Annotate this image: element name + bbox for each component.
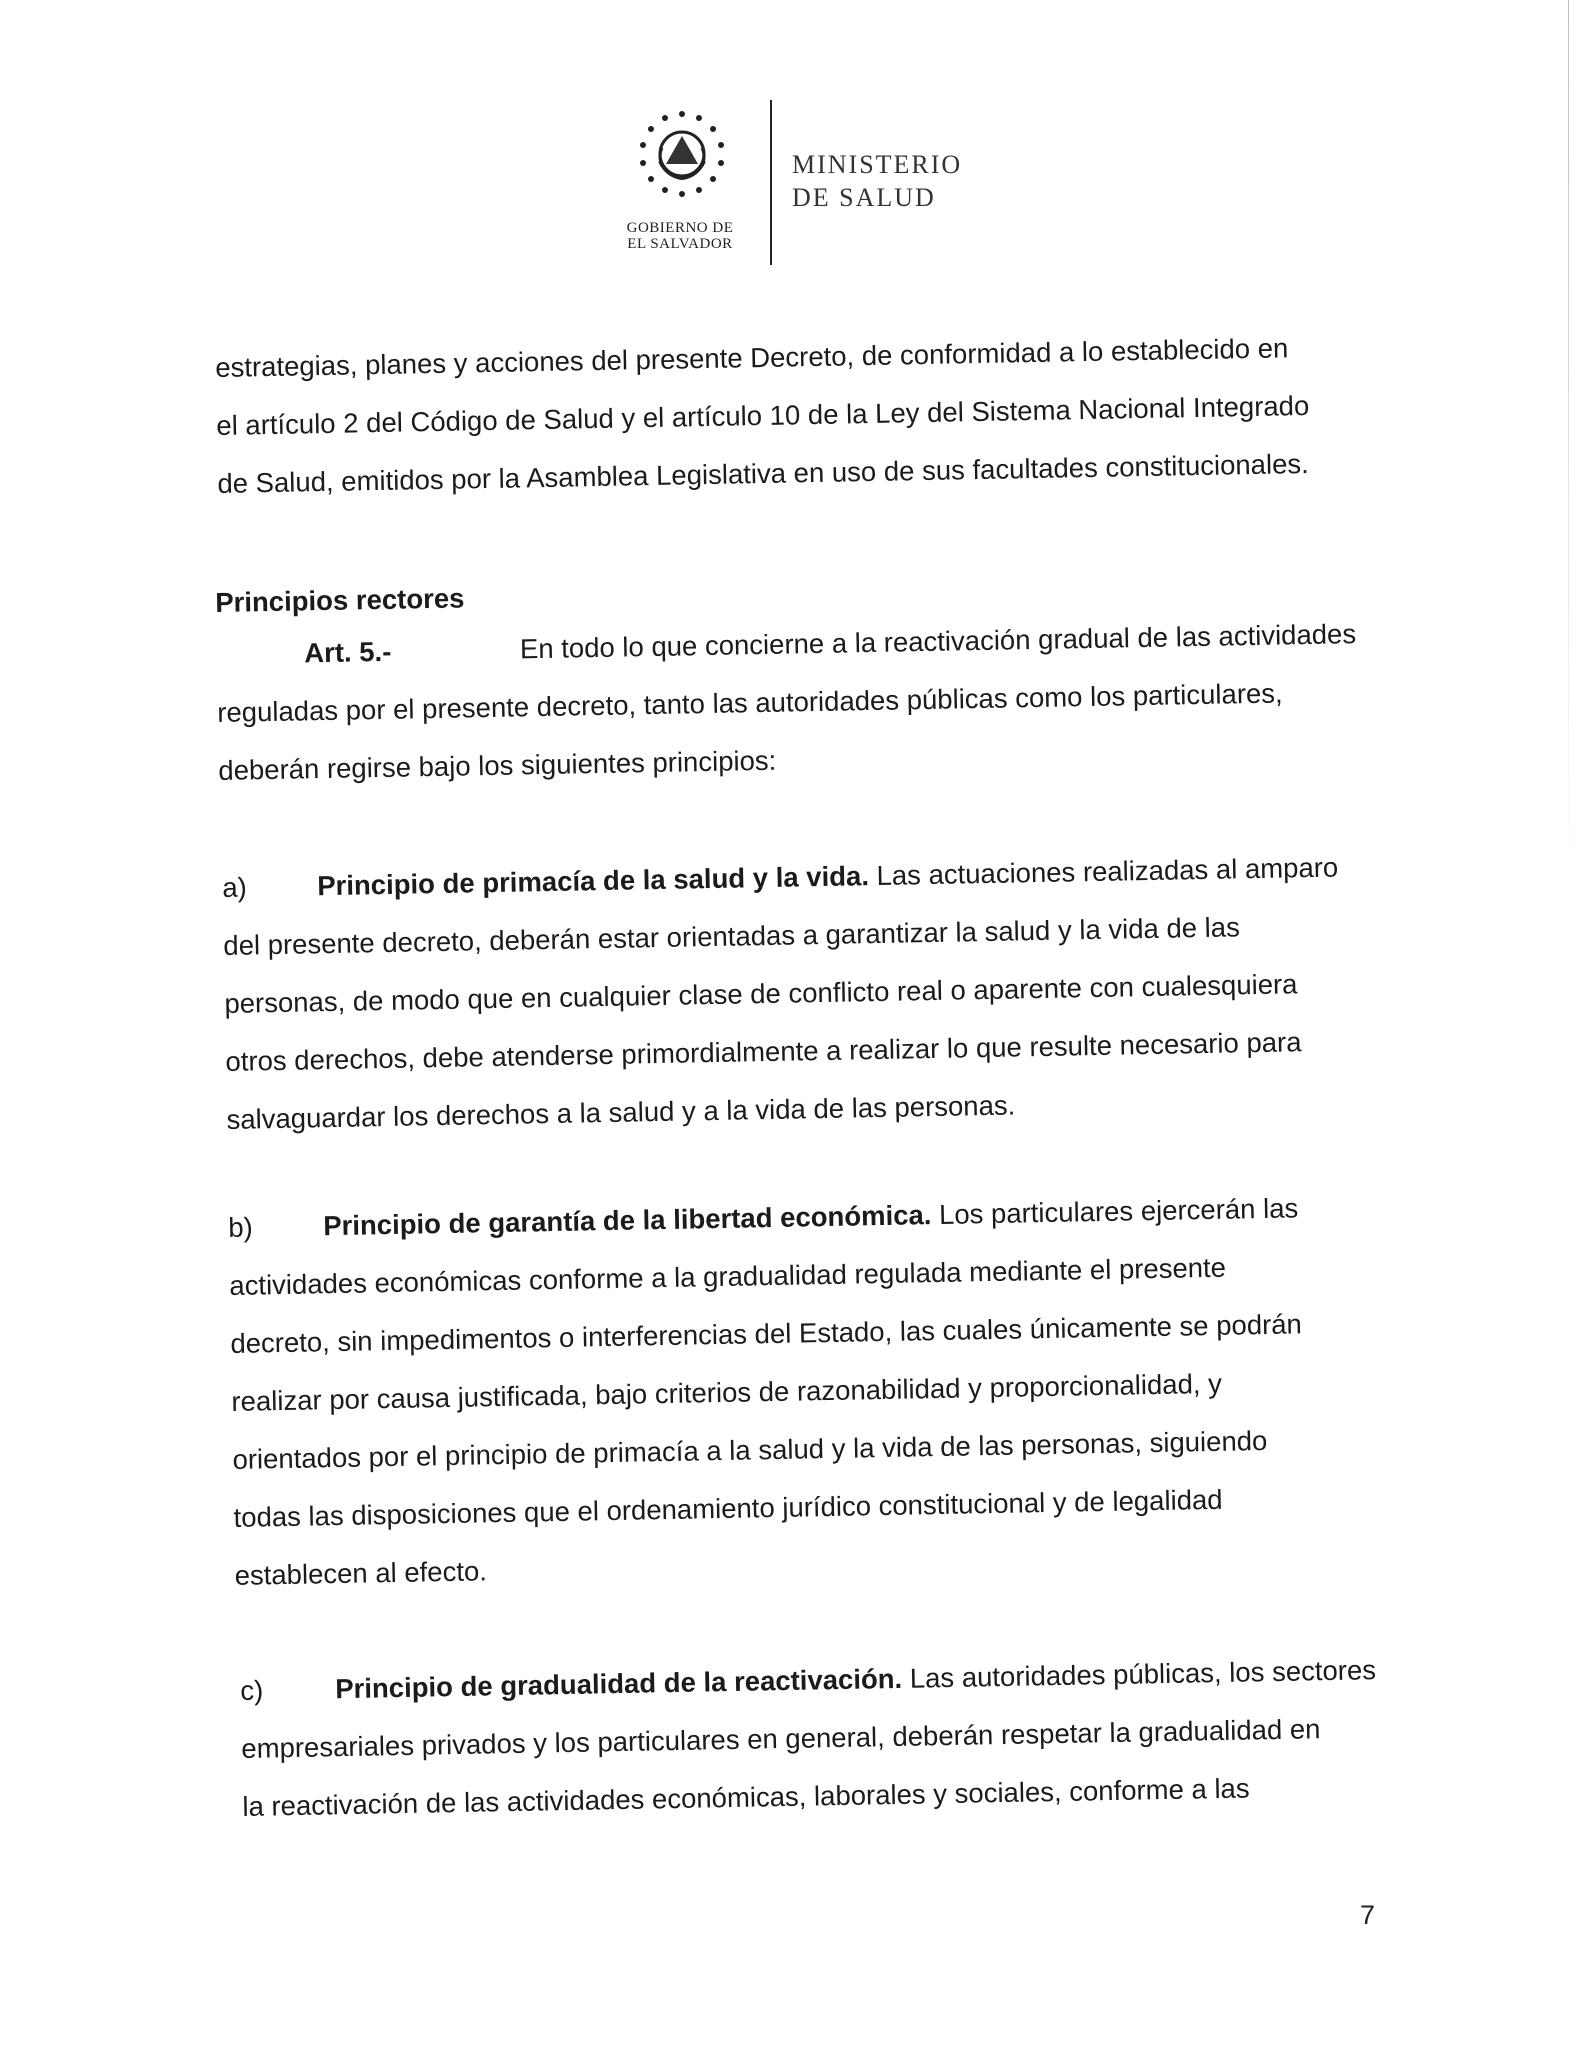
text-line: personas, de modo que en cualquier clase de conflicto real o aparente con cualesquiera [224, 968, 1298, 1019]
principle-first-line [240, 1654, 1380, 1707]
letterhead [600, 100, 1020, 270]
article-label: Art. 5.- [303, 635, 392, 669]
text-line: el artículo 2 del Código de Salud y el artículo 10 de la Ley del Sistema Nacional Integrado [216, 389, 1310, 441]
principle-title: Principio de garantía de la libertad económica. [322, 1199, 932, 1242]
principle-label: b) [228, 1211, 254, 1243]
text-line: salvaguardar los derechos a la salud y a la vida de las personas. [226, 1089, 1016, 1135]
text-line: de Salud, emitidos por la Asamblea Legislativa en uso de sus facultades constitucionales. [217, 447, 1310, 499]
ministry-name [792, 148, 962, 214]
government-line-2: EL SALVADOR [627, 236, 733, 252]
principle-label: c) [240, 1674, 264, 1706]
national-seal-icon [622, 106, 742, 226]
header-divider [770, 100, 772, 265]
government-name [600, 220, 760, 252]
ministry-line-1: MINISTERIO [792, 150, 963, 179]
text-line: realizar por causa justificada, bajo criterios de razonabilidad y proporcionalidad, y [231, 1367, 1223, 1417]
text-line: estrategias, planes y acciones del presente Decreto, de conformidad a lo establecido en [215, 332, 1289, 383]
principle-first-line-text: Los particulares ejercerán las [938, 1192, 1299, 1230]
principle-first-line [228, 1191, 1368, 1244]
principle-c [240, 1654, 1380, 1822]
text-line: la reactivación de las actividades económicas, laborales y sociales, conforme a las [242, 1772, 1250, 1822]
text-line: actividades económicas conforme a la gradualidad regulada mediante el presente [229, 1251, 1227, 1301]
principle-b [228, 1191, 1368, 1591]
text-line: del presente decreto, deberán estar orientadas a garantizar la salud y la vida de las [223, 911, 1241, 961]
government-line-1: GOBIERNO DE [626, 220, 734, 236]
article-section [215, 566, 1357, 786]
principle-first-line-text: Las actuaciones realizadas al amparo [876, 851, 1339, 892]
principle-first-line [222, 851, 1362, 904]
text-line: otros derechos, debe atenderse primordialmente a realizar lo que resulte necesario para [225, 1026, 1302, 1077]
scan-edge-line [1568, 0, 1569, 900]
principle-title: Principio de gradualidad de la reactivación. [334, 1662, 903, 1705]
principle-first-line-text: Las autoridades públicas, los sectores [909, 1654, 1377, 1694]
intro-paragraph [215, 331, 1355, 499]
ministry-line-2: DE SALUD [792, 183, 936, 212]
text-line: reguladas por el presente decreto, tanto las autoridades públicas como los particulares, [217, 677, 1283, 728]
article-line-1-text: En todo lo que concierne a la reactivación gradual de las actividades [519, 618, 1357, 665]
principle-a [222, 851, 1362, 1135]
text-line: decreto, sin impedimentos o interferencias del Estado, las cuales únicamente se podrán [230, 1308, 1303, 1359]
principle-label: a) [222, 871, 248, 903]
article-first-line [304, 618, 1356, 669]
text-line: orientados por el principio de primacía a la salud y la vida de las personas, siguiendo [232, 1424, 1268, 1475]
text-line: deberán regirse bajo los siguientes principios: [218, 744, 777, 786]
text-line: todas las disposiciones que el ordenamiento jurídico constitucional y de legalidad [233, 1483, 1223, 1533]
page-number: 7 [1360, 1900, 1376, 1930]
text-line: establecen al efecto. [234, 1555, 488, 1591]
section-heading: Principios rectores [215, 582, 465, 618]
text-line: empresariales privados y los particulares en general, deberán respetar la gradualidad en [241, 1713, 1321, 1764]
principle-title: Principio de primacía de la salud y la vida. [316, 860, 870, 902]
